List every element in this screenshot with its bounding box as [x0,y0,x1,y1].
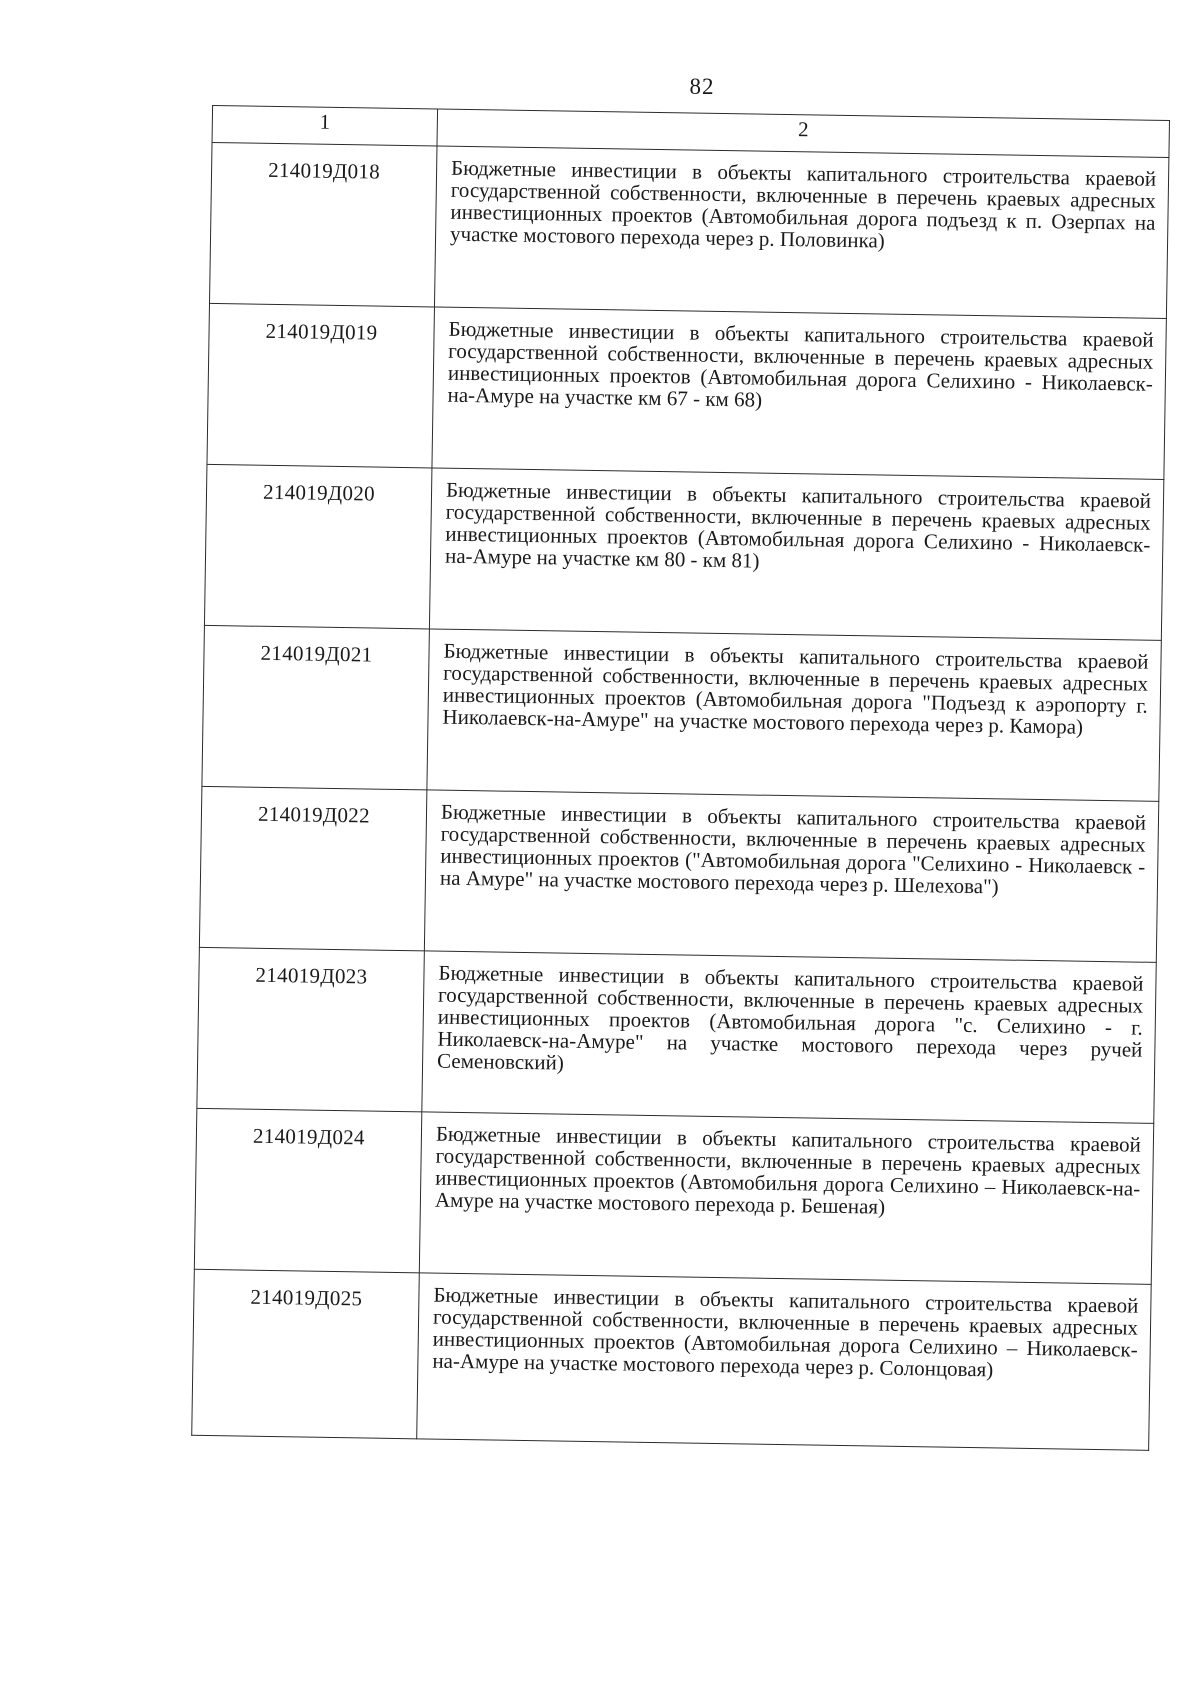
row-code: 214019Д018 [210,142,438,307]
table-row [207,303,1166,479]
row-code: 214019Д023 [197,947,425,1112]
row-code: 214019Д019 [207,303,435,468]
row-description: Бюджетные инвестиции в объекты капитального строительства краевой государственной собственности, включенные в перечень краевых адресных инвестиционных проектов (Автомобильная дорога "с. Селихино - г. Николаевск-на-Амуре" на участке мостового перехода через ручей Семеновский) [422,951,1156,1123]
table-row [210,142,1169,318]
column-header-description: 2 [437,109,1169,157]
row-description: Бюджетные инвестиции в объекты капитального строительства краевой государственной собственности, включенные в перечень краевых адресных инвестиционных проектов (Автомобильная дорога Селихино – Николаевск-на-Амуре на участке мостового перехода через р. Солонцовая) [417,1273,1152,1450]
row-code: 214019Д021 [202,625,430,790]
table-row [199,786,1158,962]
row-code: 214019Д025 [192,1269,420,1439]
row-description: Бюджетные инвестиции в объекты капитального строительства краевой государственной собственности, включенные в перечень краевых адресных инвестиционных проектов (Автомобильная дорога "Подъезд к аэропорту г. Николаевск-на-Амуре" на участке мостового перехода через р. Камора) [427,629,1161,801]
table-row [197,947,1156,1123]
table-row [204,464,1163,640]
row-description: Бюджетные инвестиции в объекты капитального строительства краевой государственной собственности, включенные в перечень краевых адресных инвестиционных проектов (Автомобильная дорога Селихино - Николаевск-на-Амуре на участке км 67 - км 68) [432,307,1166,479]
row-code: 214019Д020 [204,464,432,629]
row-description: Бюджетные инвестиции в объекты капитального строительства краевой государственной собственности, включенные в перечень краевых адресных инвестиционных проектов ("Автомобильная дорога "Селихино - Николаевск - на Амуре" на участке мостового перехода через р. Шелехова") [424,790,1158,962]
budget-classification-table [191,105,1170,1451]
row-code: 214019Д022 [199,786,427,951]
row-description: Бюджетные инвестиции в объекты капитального строительства краевой государственной собственности, включенные в перечень краевых адресных инвестиционных проектов (Автомобильная дорога Селихино - Николаевск-на-Амуре на участке км 80 - км 81) [429,468,1163,640]
row-code: 214019Д024 [194,1108,422,1273]
row-description: Бюджетные инвестиции в объекты капитального строительства краевой государственной собственности, включенные в перечень краевых адресных инвестиционных проектов (Автомобильня дорога Селихино – Николаевск-на-Амуре на участке мостового перехода р. Бешеная) [419,1112,1153,1284]
column-header-code: 1 [212,105,438,146]
table-row [194,1108,1153,1284]
row-description: Бюджетные инвестиции в объекты капитального строительства краевой государственной собственности, включенные в перечень краевых адресных инвестиционных проектов (Автомобильная дорога подъезд к п. Озерпах на участке мостового перехода через р. Половинка) [434,146,1168,318]
page-number: 82 [689,74,715,99]
table-row [192,1269,1151,1450]
table-row [202,625,1161,801]
